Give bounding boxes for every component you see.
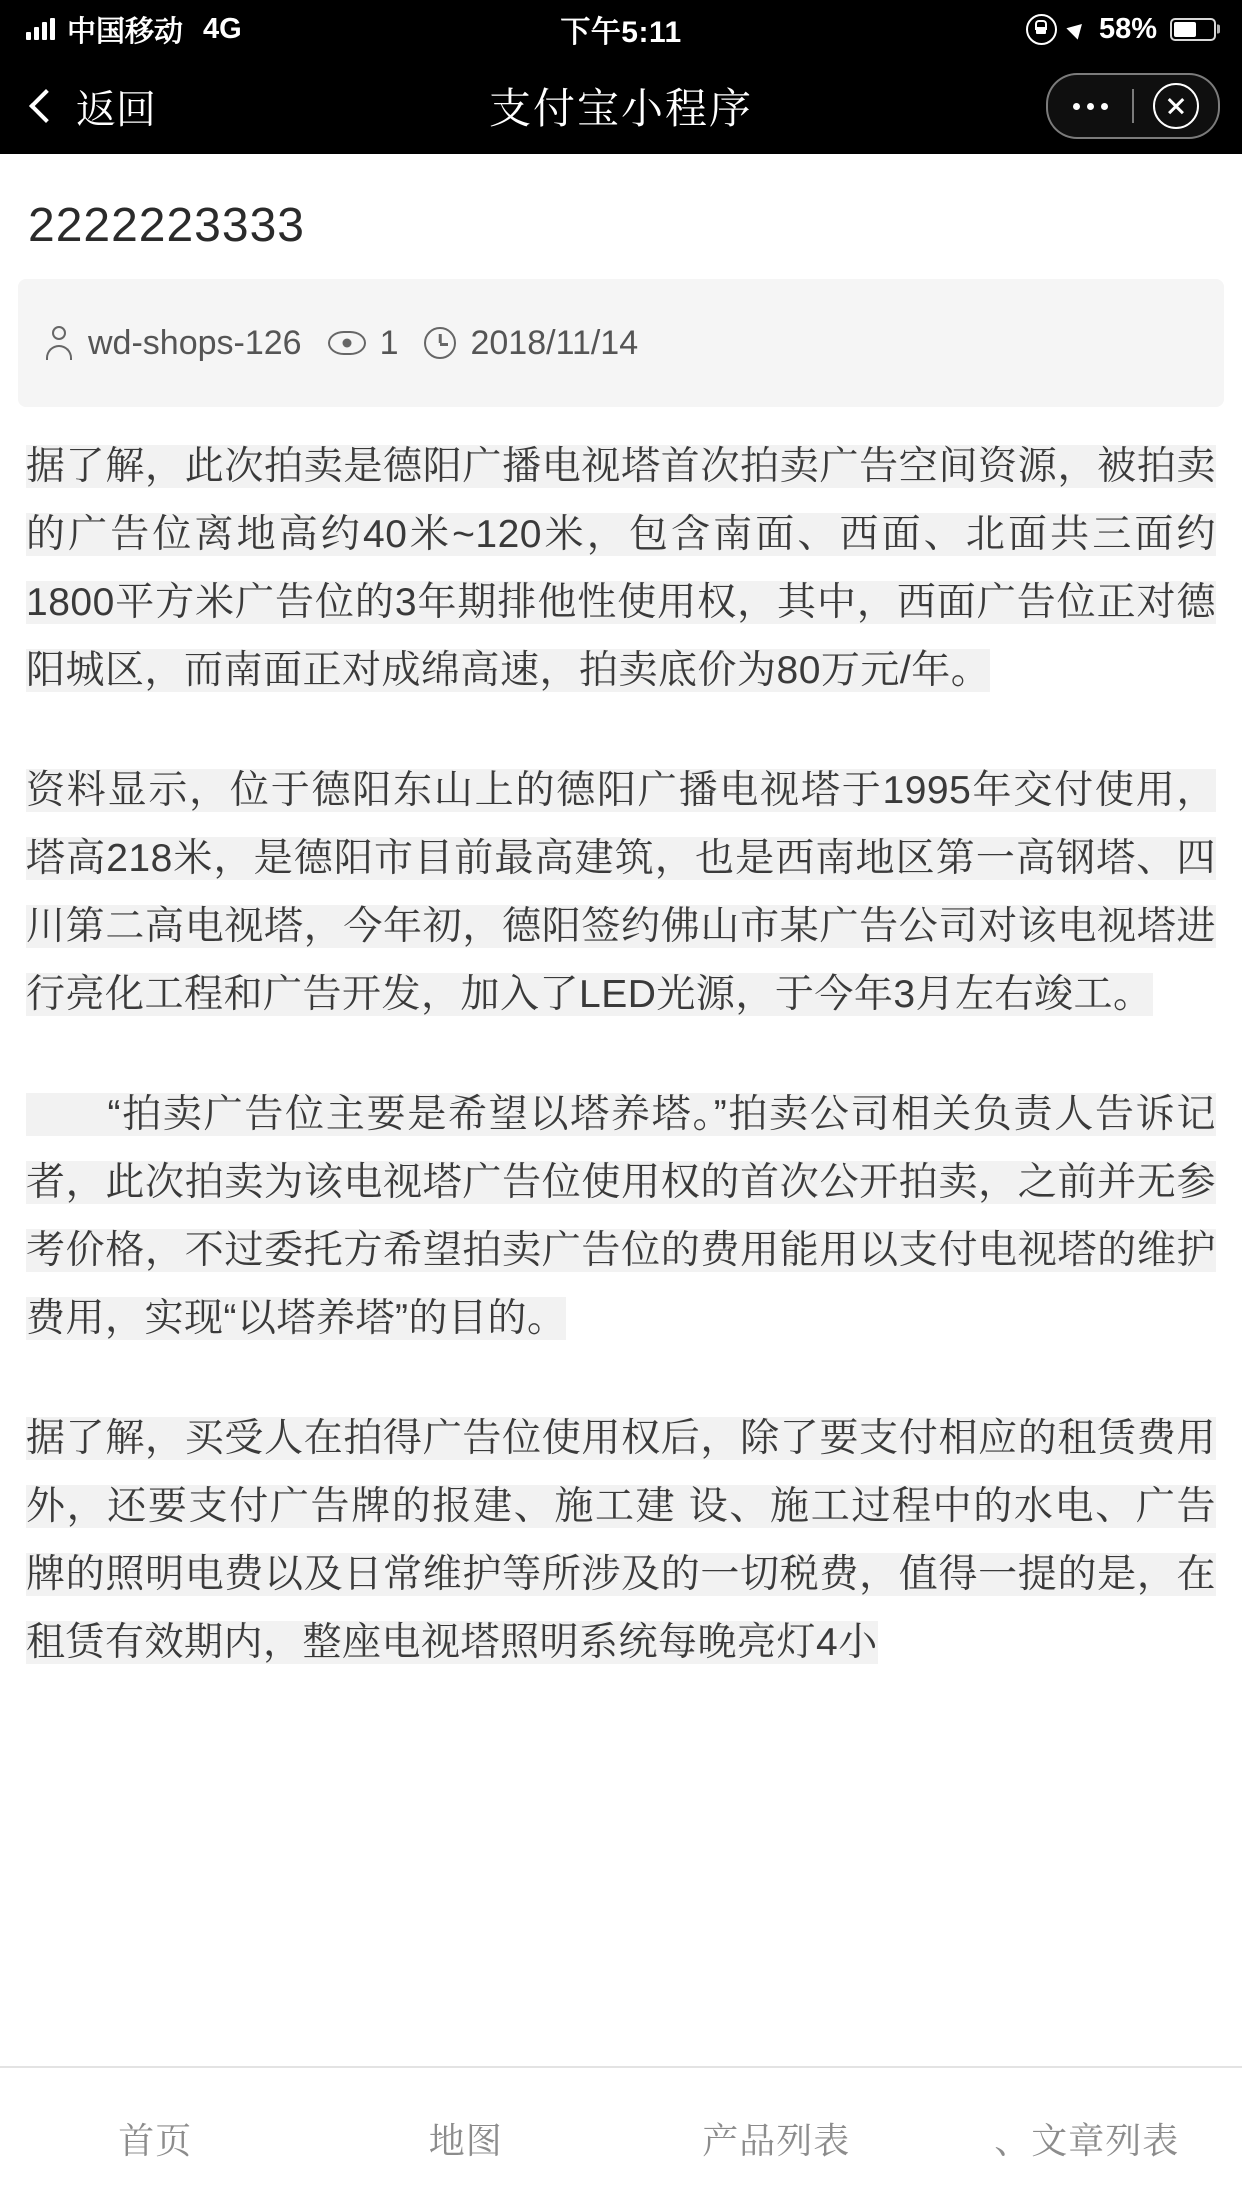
battery-icon xyxy=(1170,18,1216,41)
meta-views-count: 1 xyxy=(379,323,399,362)
close-icon xyxy=(1153,83,1199,129)
chevron-left-icon xyxy=(29,89,63,123)
article-paragraph xyxy=(26,1405,1216,1677)
back-button-label: 返回 xyxy=(76,87,156,132)
article-paragraph-text: 资料显示，位于德阳东山上的德阳广播电视塔于1995年交付使用，塔高218米，是德阳市目前最高建筑，也是西南地区第一高钢塔、四川第二高电视塔，今年初，德阳签约佛山市某广告公司对该电视塔进行亮化工程和广告开发，加入了LED光源，于今年3月左右竣工。 xyxy=(26,769,1216,1016)
meta-author xyxy=(44,324,302,363)
article-meta-card xyxy=(18,279,1224,407)
back-button[interactable] xyxy=(34,78,156,135)
meta-views xyxy=(328,324,399,363)
ellipsis-icon xyxy=(1073,103,1108,110)
meta-date-label: 2018/11/14 xyxy=(470,323,639,362)
tab-map[interactable]: 地图 xyxy=(428,2119,503,2161)
page-title: 支付宝小程序 xyxy=(488,85,753,132)
signal-icon xyxy=(26,18,55,40)
article-paragraph xyxy=(26,1081,1216,1353)
article-paragraph xyxy=(26,757,1216,1029)
content-fade-mask xyxy=(0,1978,1242,2068)
status-bar-clock: 下午5:11 xyxy=(560,16,682,49)
tab-product-list[interactable]: 产品列表 xyxy=(702,2119,851,2161)
lock-rotation-icon xyxy=(1026,14,1057,45)
person-icon xyxy=(44,326,74,360)
meta-author-label: wd-shops-126 xyxy=(88,323,302,362)
tab-home[interactable]: 首页 xyxy=(118,2119,193,2161)
nav-bar xyxy=(0,58,1242,154)
article-paragraph xyxy=(26,433,1216,705)
tab-bar xyxy=(0,2066,1242,2208)
article-paragraph-text: 据了解，此次拍卖是德阳广播电视塔首次拍卖广告空间资源，被拍卖的广告位离地高约40米~120米，包含南面、西面、北面共三面约1800平方米广告位的3年期排他性使用权，其中，西面广告位正对德阳城区，而南面正对成绵高速，拍卖底价为80万元/年。 xyxy=(26,445,1216,692)
status-bar xyxy=(0,0,1242,58)
clock-icon xyxy=(424,327,456,359)
eye-icon xyxy=(328,331,366,355)
meta-date xyxy=(424,324,638,363)
article-body xyxy=(0,407,1242,1677)
article-paragraph-text: “拍卖广告位主要是希望以塔养塔。”拍卖公司相关负责人告诉记者，此次拍卖为该电视塔广告位使用权的首次公开拍卖，之前并无参考价格，不过委托方希望拍卖广告位的费用能用以支付电视塔的维护费用，实现“以塔养塔”的目的。 xyxy=(26,1093,1216,1340)
carrier-label: 中国移动 xyxy=(67,15,184,48)
more-options-button[interactable] xyxy=(1048,75,1132,137)
battery-percent-label: 58% xyxy=(1098,12,1158,45)
network-type-label: 4G xyxy=(203,12,242,45)
status-bar-left xyxy=(26,9,560,50)
article-scroll-area[interactable] xyxy=(0,154,1242,2068)
location-icon xyxy=(1066,18,1087,39)
close-button[interactable] xyxy=(1134,75,1218,137)
article-title: 2222223333 xyxy=(28,199,305,252)
nav-action-group xyxy=(1046,73,1220,139)
tab-article-list[interactable]: 、文章列表 xyxy=(994,2119,1180,2161)
status-bar-right xyxy=(682,13,1216,46)
article-paragraph-text: 据了解，买受人在拍得广告位使用权后，除了要支付相应的租赁费用外，还要支付广告牌的报建、施工建 设、施工过程中的水电、广告牌的照明电费以及日常维护等所涉及的一切税费，值得一提的是，在租赁有效期内，整座电视塔照明系统每晚亮灯4小 xyxy=(26,1417,1216,1664)
